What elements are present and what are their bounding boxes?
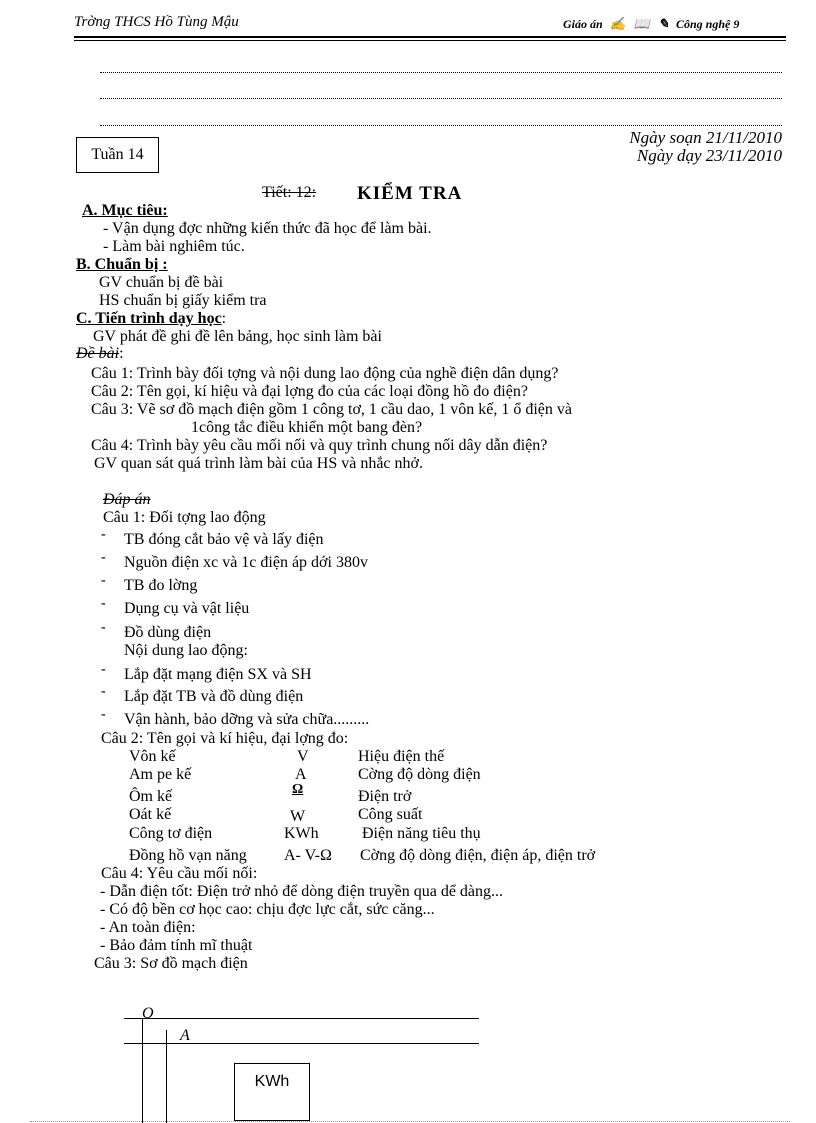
bullet-dash: - [101,620,106,635]
bullet-dash: - [101,596,106,611]
meter-symbol: A- V-Ω [284,847,332,864]
kwh-meter-box: KWh [234,1063,310,1121]
answer-1-content-item: Vận hành, bảo dỡng và sửa chữa......... [124,711,370,728]
answer-1-item: TB đo lờng [124,577,198,594]
answer-1-content-item: Lắp đặt TB và đồ dùng điện [124,688,304,705]
meter-quantity: Điện năng tiêu thụ [362,825,481,842]
doc-type: Giáo án [563,17,603,31]
meter-name: Đồng hồ vạn năng [129,847,247,864]
bullet-dash: - [101,707,106,722]
meter-symbol: W [290,808,306,825]
meter-name: Công tơ điện [129,825,213,842]
answer-1-content-item: Lắp đặt mạng điện SX và SH [124,666,312,683]
week-box: Tuần 14 [76,137,159,173]
process-line: GV phát đề ghi đề lên bảng, học sinh làm bài [93,328,382,345]
answer-4-item: - Bảo đảm tính mĩ thuật [100,937,253,954]
answers-heading: Đáp án [103,491,151,508]
page-bottom-border [30,1121,790,1122]
dotted-line [100,98,782,99]
circuit-wire-top [124,1018,479,1019]
answer-2-title: Câu 2: Tên gọi và kí hiệu, đại lợng đo: [101,730,349,747]
pen-right-icon: ✎ [658,16,669,31]
answer-4-item: - Có độ bền cơ học cao: chịu đợc lực cắt, sức căng... [100,901,435,918]
meter-name: Ôm kế [129,788,173,805]
answer-4-item: - An toàn điện: [100,919,196,936]
date-taught: Ngày dạy 23/11/2010 [636,146,782,165]
meter-quantity: Điện trở [358,788,412,805]
header-rule-thin [74,40,786,41]
exam-heading: Đề bài: [76,345,124,362]
bullet-dash: - [101,573,106,588]
answer-4-item: - Dẫn điện tốt: Điện trở nhỏ để dòng điện truyền qua dể dàng... [100,883,504,900]
answer-3-title: Câu 3: Sơ đồ mạch điện [94,955,248,972]
exam-question: Câu 1: Trình bày đối tợng và nội dung lao động của nghề điện dân dụng? [91,365,559,382]
objectives-heading: A. Mục tiêu: [82,202,168,219]
exam-question: Câu 4: Trình bày yêu cầu mối nối và quy trình chung nối dây dẫn điện? [91,437,548,454]
header-rule [74,36,786,38]
meter-quantity: Công suất [358,806,423,823]
bullet-dash: - [101,662,106,677]
lesson-title: KIỂM TRA [357,183,463,204]
meter-symbol: KWh [284,825,319,842]
answer-1-item: TB đóng cắt bảo vệ và lấy điện [124,531,324,548]
answer-1-item: Đồ dùng điện [124,624,212,641]
school-name: Trờng THCS Hồ Tùng Mậu [74,14,239,30]
answer-1-content-title: Nội dung lao động: [124,642,248,659]
objective-item: - Vận dụng đợc những kiến thức đã học để làm bài. [103,220,432,237]
preparation-item: GV chuẩn bị đề bài [99,274,224,291]
bullet-dash: - [101,550,106,565]
meter-name: Am pe kế [129,766,192,783]
diagram-label-a: A [180,1027,190,1044]
exam-question: Câu 3: Vẽ sơ đồ mạch điện gồm 1 công tơ, 1 cầu dao, 1 vôn kế, 1 ổ điện và [91,401,572,418]
meter-symbol: A [295,766,307,783]
preparation-item: HS chuẩn bị giấy kiểm tra [99,292,267,309]
answer-1-item: Nguồn điện xc và 1c điện áp dới 380v [124,554,368,571]
meter-symbol: V [297,748,309,765]
circuit-wire-vertical [142,1018,143,1123]
circuit-wire-vertical [166,1030,167,1123]
lesson-period: Tiết: 12: [262,184,317,201]
bullet-dash: - [101,527,106,542]
answer-4-title: Câu 4: Yêu cầu mối nối: [101,865,258,882]
objective-item: - Làm bài nghiêm túc. [103,238,245,255]
meter-quantity: Cờng độ dòng điện [358,766,481,783]
exam-question-cont: 1công tắc điều khiển một bang đèn? [191,419,423,436]
meter-name: Oát kế [129,806,172,823]
header-right [563,16,739,32]
meter-quantity: Cờng độ dòng điện, điện áp, điện trở [360,847,596,864]
preparation-heading: B. Chuẩn bị : [76,256,168,273]
circuit-wire-bottom [124,1043,479,1044]
bullet-dash: - [101,684,106,699]
ohm-symbol: Ω [292,782,304,797]
date-prepared: Ngày soạn 21/11/2010 [629,128,782,147]
answer-1-title: Câu 1: Đối tợng lao động [103,509,266,526]
exam-question: Câu 2: Tên gọi, kí hiệu và đại lợng đo của các loại đồng hồ đo điện? [91,383,528,400]
diagram-label-o: O [142,1005,154,1022]
pen-left-icon: ✍ [609,16,626,31]
dotted-line [100,125,782,126]
answer-1-item: Dụng cụ và vật liệu [124,600,250,617]
process-heading: C. Tiến trình dạy học: [76,310,227,327]
teacher-note: GV quan sát quá trình làm bài của HS và nhắc nhở. [94,455,423,472]
book-icon: 📖 [633,16,651,31]
subject-name: Công nghệ 9 [675,17,740,31]
meter-name: Vôn kế [129,748,176,765]
dotted-line [100,72,782,73]
meter-quantity: Hiệu điện thế [358,748,445,765]
